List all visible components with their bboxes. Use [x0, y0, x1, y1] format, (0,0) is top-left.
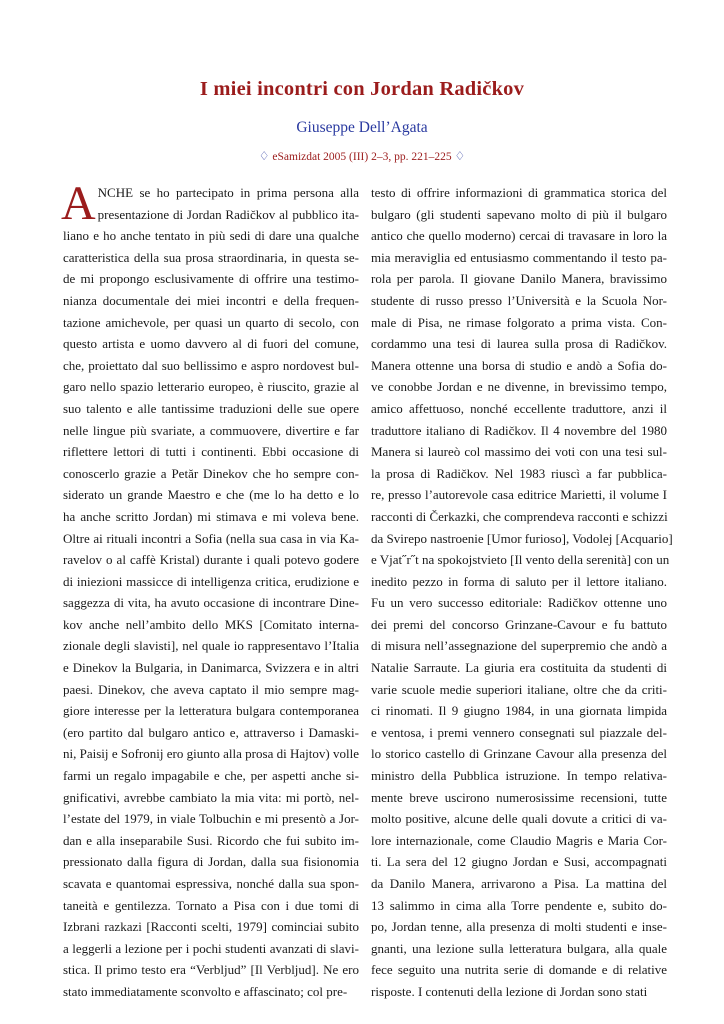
text-line: Fu un vero successo editoriale: Radičkov ottenne uno — [371, 595, 667, 611]
text-line: da Danilo Manera, arrivarono a Pisa. La mattina del — [371, 876, 667, 891]
text-line: taneità e gentilezza. Tornato a Pisa con i due tomi di — [63, 897, 359, 913]
text-line: 13 salimmo in cima alla Torre pendente e, subito do- — [371, 897, 667, 913]
left-column — [61, 177, 359, 1003]
text-line: testo di offrire informazioni di grammatica storica del — [371, 185, 667, 200]
text-line: paesi. Dinekov, che aveva captato il mio sempre mag- — [63, 681, 359, 697]
text-line: racconti di Čerkazki, che comprendeva racconti e schizzi — [371, 508, 668, 524]
text-line: conoscerlo grazie a Petăr Dinekov che ho sempre con- — [63, 465, 359, 481]
right-column — [371, 182, 673, 1003]
text-line: zionale degli slavisti], nel quale io rappresentavo l’Italia — [63, 638, 359, 654]
text-line: la prosa di Radičkov. Nel 1983 riuscì a far pubblica- — [371, 465, 667, 481]
text-line: nianza documentale dei miei incontri e della frequen- — [63, 292, 359, 308]
text-line: e Vjat˝r˝t na spokojstvieto [Il vento della serenità] con un — [371, 552, 670, 568]
text-line: Manera si laureò col massimo dei voti con una tesi sul- — [371, 444, 667, 460]
text-line: che, proiettato dal suo bellissimo e aspro nordovest bul- — [63, 357, 359, 373]
text-line: male di Pisa, ne rimase folgorato a prima vista. Con- — [371, 314, 667, 330]
text-line: gnanti, una lezione sulla letteratura bulgara, alla quale — [371, 940, 667, 956]
text-line: NCHE se ho partecipato in prima persona alla — [97, 185, 359, 200]
text-line: studente di russo presso l’Università e la Scuola Nor- — [371, 292, 667, 308]
text-line: stica. Il primo testo era “Verbljud” [Il Verbljud]. Ne ero — [63, 962, 359, 978]
text-line: l’estate del 1979, in viale Tolbuchin e mi presentò a Jor- — [63, 811, 359, 827]
text-line: dan e alla inseparabile Susi. Ricordo che fui subito im- — [63, 832, 359, 848]
text-line: stato immediatamente sconvolto e affascinato; col pre- — [63, 983, 348, 999]
text-line: pressionato dalla figura di Jordan, dalla sua fisionomia — [63, 854, 359, 870]
text-line: ti. La sera del 12 giugno Jordan e Susi, accompagnati — [371, 854, 667, 870]
text-line: ravelov o al caffè Kristal) durante i quali potevo godere — [63, 552, 359, 568]
text-line: scavata e quantomai espressiva, nonché dalla sua spon- — [63, 876, 359, 891]
text-line: nelle lingue più svariate, a commuovere, divertire e far — [63, 422, 359, 438]
text-line: tazione amichevole, per quasi un quarto di secolo, con — [63, 314, 359, 330]
article-title: I miei incontri con Jordan Radičkov — [199, 78, 525, 100]
text-line: a leggerli a lezione per i pochi studenti avanzati di slavi- — [63, 940, 359, 956]
text-line: mente breve uscirono numerosissime recensioni, tutte — [371, 789, 667, 805]
citation-line — [0, 149, 724, 164]
text-line: questo artista e uomo davvero al di fuori del comune, — [63, 336, 359, 352]
text-line: ha anche scritto Jordan) mi stimava e mi voleva bene. — [63, 508, 359, 524]
text-line: Manera ottenne una borsa di studio e andò a Sofia do- — [371, 357, 667, 373]
text-line: ci rinomati. Il 9 giugno 1984, in una giornata limpida — [371, 703, 667, 719]
text-line: cordammo una tesi di laurea sulla prosa di Radičkov. — [371, 336, 667, 352]
text-line: lo storico castello di Grinzane Cavour alla presenza del — [371, 746, 667, 762]
text-line: risposte. I contenuti della lezione di Jordan sono stati — [371, 983, 648, 999]
text-line: kov anche nell’ambito dello MKS [Comitato interna- — [63, 616, 359, 632]
text-line: gnificativi, avrebbe cambiato la mia vita: mi portò, nel- — [63, 789, 359, 805]
text-line: Natalie Sarraute. La giuria era costituita da studenti di — [371, 660, 667, 676]
text-line: liano e ho anche tentato in più sedi di dare una qualche — [63, 228, 359, 244]
text-line: varie scuole medie superiori italiane, oltre che da criti- — [371, 681, 667, 697]
text-line: ministro della Pubblica istruzione. In tempo relativa- — [371, 768, 667, 784]
text-line: di misura nell’assegnazione del superpremio che andò a — [371, 638, 667, 654]
text-line: antico che quello moderno) cercai di travasare in loro la — [371, 228, 667, 244]
text-line: re, presso l’autorevole casa editrice Marietti, il volume I — [371, 487, 667, 503]
author-name: Giuseppe Dell’Agata — [296, 119, 428, 136]
text-line: po, Jordan tenne, alla presenza di molti studenti e inse- — [371, 919, 667, 935]
text-line: garo nello spazio letterario europeo, è riuscito, grazie al — [63, 379, 359, 395]
drop-cap: A — [61, 177, 96, 230]
text-line: inedito pezzo in forma di saluto per il lettore italiano. — [371, 573, 667, 589]
text-line: farmi un regalo impagabile e che, per aspetti anche si- — [63, 768, 359, 784]
text-line: (ero partito dal bulgaro antico e, attraverso i Damaski- — [63, 724, 359, 740]
text-line: ve conobbe Jordan e ne divenne, in brevissimo tempo, — [371, 379, 667, 395]
text-line: giore interesse per la letteratura bulgara contemporanea — [63, 703, 359, 719]
text-line: bulgaro (gli studenti sapevano molto di più il bulgaro — [371, 206, 667, 222]
text-line: Oltre ai rituali incontri a Sofia (nella sua casa in via Ka- — [63, 530, 359, 546]
diamond-right-icon: ♢ — [454, 149, 466, 163]
text-line: lore internazionale, come Claudio Magris e Maria Cor- — [371, 832, 667, 848]
text-line: rola per parola. Il giovane Danilo Manera, bravissimo — [371, 271, 667, 287]
text-line: mia meraviglia ed entusiasmo commentando il testo pa- — [371, 249, 667, 265]
text-line: ni, Paisij e Sofronij ero giunto alla prosa di Hajtov) volle — [63, 746, 359, 762]
text-line: siderato un grande Maestro e che (me lo ha detto e lo — [63, 487, 359, 503]
text-line: presentazione di Jordan Radičkov al pubblico ita- — [97, 206, 359, 222]
text-line: da Svirepo nastroenie [Umor furioso], Vodolej [Acquario] — [371, 530, 673, 546]
text-line: amico affettuoso, nonché eccellente traduttore, anzi il — [371, 400, 667, 416]
diamond-left-icon: ♢ — [258, 149, 270, 163]
text-line: Izbrani razkazi [Racconti scelti, 1979] cominciai subito — [63, 919, 359, 935]
text-line: e Dinekov la Bulgaria, in Danimarca, Svizzera e in altri — [63, 660, 359, 676]
text-line: suo talento e alle tantissime traduzioni delle sue opere — [63, 400, 359, 416]
text-line: traduttore italiano di Radičkov. Il 4 novembre del 1980 — [371, 422, 667, 438]
text-line: de mi propongo esclusivamente di offrire una testimo- — [63, 271, 359, 287]
text-line: riflettere lettori di tutti i continenti. Ebbi occasione di — [63, 444, 359, 460]
text-line: saggezza di vita, ha avuto occasione di incontrare Dine- — [63, 595, 359, 611]
text-line: caratteristica della sua prosa straordinaria, in questa se- — [63, 249, 359, 265]
citation-reference: eSamizdat 2005 (III) 2–3, pp. 221–225 — [272, 151, 452, 163]
text-line: fece seguito una nutrita serie di domande e di relative — [371, 962, 667, 978]
text-line: e ventosa, i premi vennero consegnati sul piazzale del- — [371, 724, 667, 740]
text-line: molto positive, alcune delle quali dovute a critici di va- — [371, 811, 667, 827]
text-line: dei premi del concorso Grinzane-Cavour e fu battuto — [371, 616, 667, 632]
text-line: di iniezioni massicce di intelligenza critica, erudizione e — [63, 573, 359, 589]
